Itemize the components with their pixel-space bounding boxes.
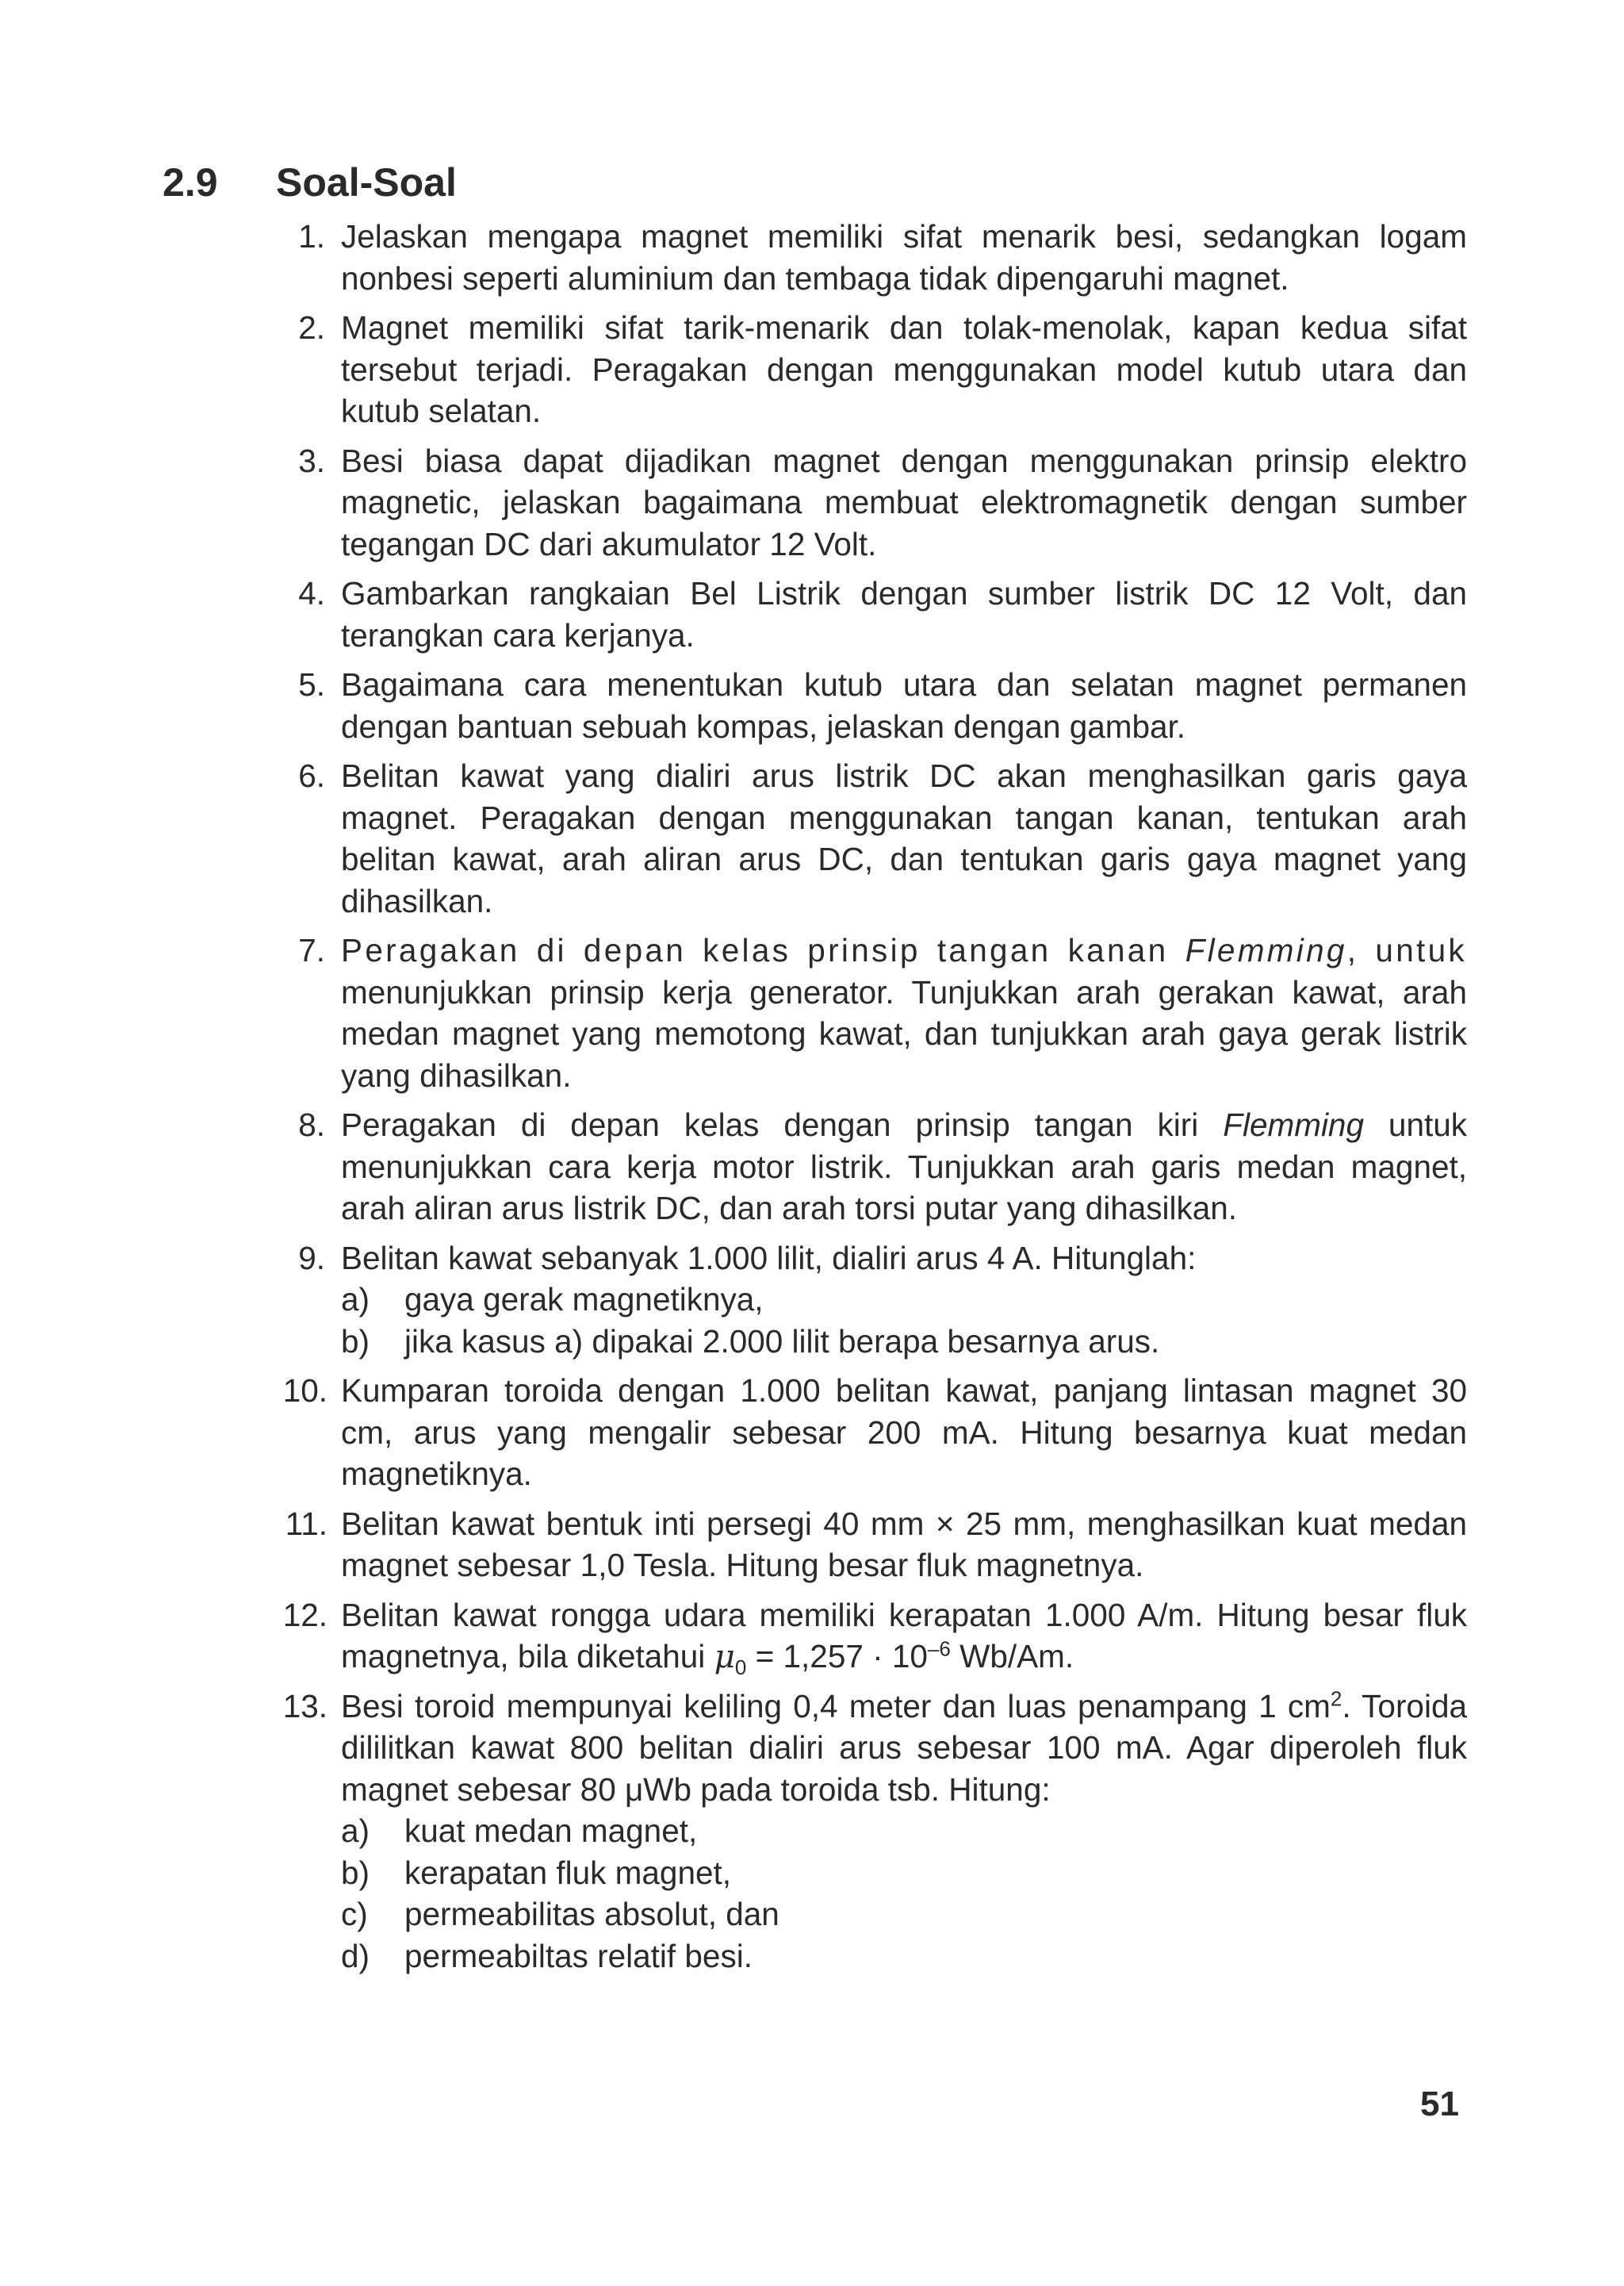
question-12 <box>278 1594 1467 1678</box>
question-text <box>341 1594 1467 1678</box>
sub-question <box>341 1852 1467 1894</box>
question-number: 13. <box>282 1687 327 1724</box>
question-text: Besi biasa dapat dijadikan magnet dengan menggunakan prinsip elektro magnetic, jelaskan bagaimana membuat elektromagnetik dengan sumber tegangan DC dari akumulator 12 Volt. <box>341 442 1467 562</box>
sub-question <box>341 1810 1467 1852</box>
sub-question-label: b) <box>341 1854 370 1891</box>
sub-question-label: a) <box>341 1812 370 1849</box>
question-number: 4. <box>298 575 325 612</box>
question-3 <box>278 440 1467 566</box>
question-9 <box>278 1237 1467 1363</box>
page-number: 51 <box>1420 2085 1459 2123</box>
sub-question-text: jika kasus a) dipakai 2.000 lilit berapa besarnya arus. <box>404 1322 1160 1360</box>
sub-question-text: kuat medan magnet, <box>404 1812 698 1849</box>
sub-question-label: b) <box>341 1322 370 1360</box>
section-title: Soal-Soal <box>276 160 457 205</box>
question-number: 11. <box>285 1505 327 1542</box>
sub-question-label: d) <box>341 1937 370 1974</box>
text-segment: Belitan kawat rongga udara memiliki kerapatan 1.000 A/m. Hitung besar fluk magnetnya, bila diketahui <box>341 1596 1467 1674</box>
text-segment: Besi toroid mempunyai keliling 0,4 meter dan luas penampang 1 cm <box>341 1687 1331 1724</box>
text-segment: Wb/Am. <box>950 1638 1074 1674</box>
question-text <box>341 1686 1467 1811</box>
sub-question <box>341 1935 1467 1977</box>
sub-question-list <box>341 1810 1467 1977</box>
question-5 <box>278 664 1467 747</box>
question-11 <box>278 1503 1467 1586</box>
text-segment: menunjukkan prinsip kerja generator. Tunjukkan arah gerakan kawat, arah medan magnet yang memotong kawat, dan tunjukkan arah gaya gerak listrik yang dihasilkan. <box>341 973 1467 1094</box>
text-segment: untuk menunjukkan cara kerja motor listrik. Tunjukkan arah garis medan magnet, arah aliran arus listrik DC, dan arah torsi putar yang dihasilkan. <box>341 1107 1468 1226</box>
sub-question <box>341 1279 1467 1321</box>
text-segment: . Toroida dililitkan kawat 800 belitan dialiri arus sebesar 100 mA. Agar diperoleh fluk magnet sebesar 80 μWb pada toroida tsb. Hitung: <box>341 1687 1467 1808</box>
question-number: 3. <box>298 442 325 479</box>
question-text: Magnet memiliki sifat tarik-menarik dan tolak-menolak, kapan kedua sifat tersebut terjadi. Peragakan dengan menggunakan model kutub utara dan kutub selatan. <box>341 309 1467 429</box>
question-number: 6. <box>298 758 325 794</box>
sub-question <box>341 1321 1467 1363</box>
sub-question-list <box>341 1279 1467 1362</box>
question-4 <box>278 573 1467 656</box>
text-segment: , untuk <box>1346 932 1467 968</box>
emphasis-text: Flemming <box>1223 1107 1364 1143</box>
question-1 <box>278 216 1467 299</box>
question-number: 7. <box>298 932 325 968</box>
question-number: 5. <box>298 666 325 703</box>
question-6 <box>278 755 1467 922</box>
question-10 <box>278 1370 1467 1495</box>
text-segment: Peragakan di depan kelas prinsip tangan kanan <box>341 932 1169 968</box>
question-13 <box>278 1686 1467 1977</box>
question-text: Jelaskan mengapa magnet memiliki sifat menarik besi, sedangkan logam nonbesi seperti aluminium dan tembaga tidak dipengaruhi magnet. <box>341 218 1467 297</box>
question-number: 1. <box>298 218 325 255</box>
sub-question-text: gaya gerak magnetiknya, <box>404 1281 764 1318</box>
question-text: Belitan kawat bentuk inti persegi 40 mm × 25 mm, menghasilkan kuat medan magnet sebesar 1,0 Tesla. Hitung besar fluk magnetnya. <box>341 1505 1467 1583</box>
question-text <box>341 1104 1467 1229</box>
section-number: 2.9 <box>163 160 218 205</box>
question-8 <box>278 1104 1467 1229</box>
question-2 <box>278 307 1467 432</box>
question-number: 8. <box>298 1107 325 1143</box>
question-7 <box>278 930 1467 1096</box>
text-segment: Peragakan di depan kelas dengan prinsip tangan kiri <box>341 1107 1199 1143</box>
subscript: 0 <box>734 1655 747 1680</box>
sub-question-text: permeabiltas relatif besi. <box>404 1937 753 1974</box>
sub-question-label: c) <box>341 1896 368 1932</box>
question-text <box>341 930 1467 1096</box>
sub-question-label: a) <box>341 1281 370 1318</box>
question-text: Kumparan toroida dengan 1.000 belitan kawat, panjang lintasan magnet 30 cm, arus yang mengalir sebesar 200 mA. Hitung besarnya kuat medan magnetiknya. <box>341 1372 1467 1492</box>
question-list <box>278 216 1467 1985</box>
question-number: 12. <box>282 1596 327 1633</box>
question-number: 10. <box>282 1372 327 1409</box>
superscript: 2 <box>1330 1686 1342 1710</box>
question-text: Gambarkan rangkaian Bel Listrik dengan sumber listrik DC 12 Volt, dan terangkan cara kerjanya. <box>341 575 1467 654</box>
question-text: Belitan kawat sebanyak 1.000 lilit, dialiri arus 4 A. Hitunglah: <box>341 1239 1197 1276</box>
question-number: 2. <box>298 309 325 346</box>
sub-question <box>341 1893 1467 1935</box>
question-text: Belitan kawat yang dialiri arus listrik DC akan menghasilkan garis gaya magnet. Peragakan dengan menggunakan tangan kanan, tentukan arah belitan kawat, arah aliran arus DC, dan tentukan garis gaya magnet yang dihasilkan. <box>341 758 1467 919</box>
question-text: Bagaimana cara menentukan kutub utara dan selatan magnet permanen dengan bantuan sebuah kompas, jelaskan dengan gambar. <box>341 666 1467 745</box>
mu-symbol: μ <box>714 1637 735 1675</box>
section-heading <box>163 157 1479 208</box>
sub-question-text: permeabilitas absolut, dan <box>404 1896 779 1932</box>
emphasis-text: Flemming <box>1185 932 1347 968</box>
sub-question-text: kerapatan fluk magnet, <box>404 1854 732 1891</box>
text-segment: = 1,257 · 10 <box>746 1638 928 1674</box>
exponent: –6 <box>927 1636 951 1661</box>
question-number: 9. <box>298 1239 325 1276</box>
